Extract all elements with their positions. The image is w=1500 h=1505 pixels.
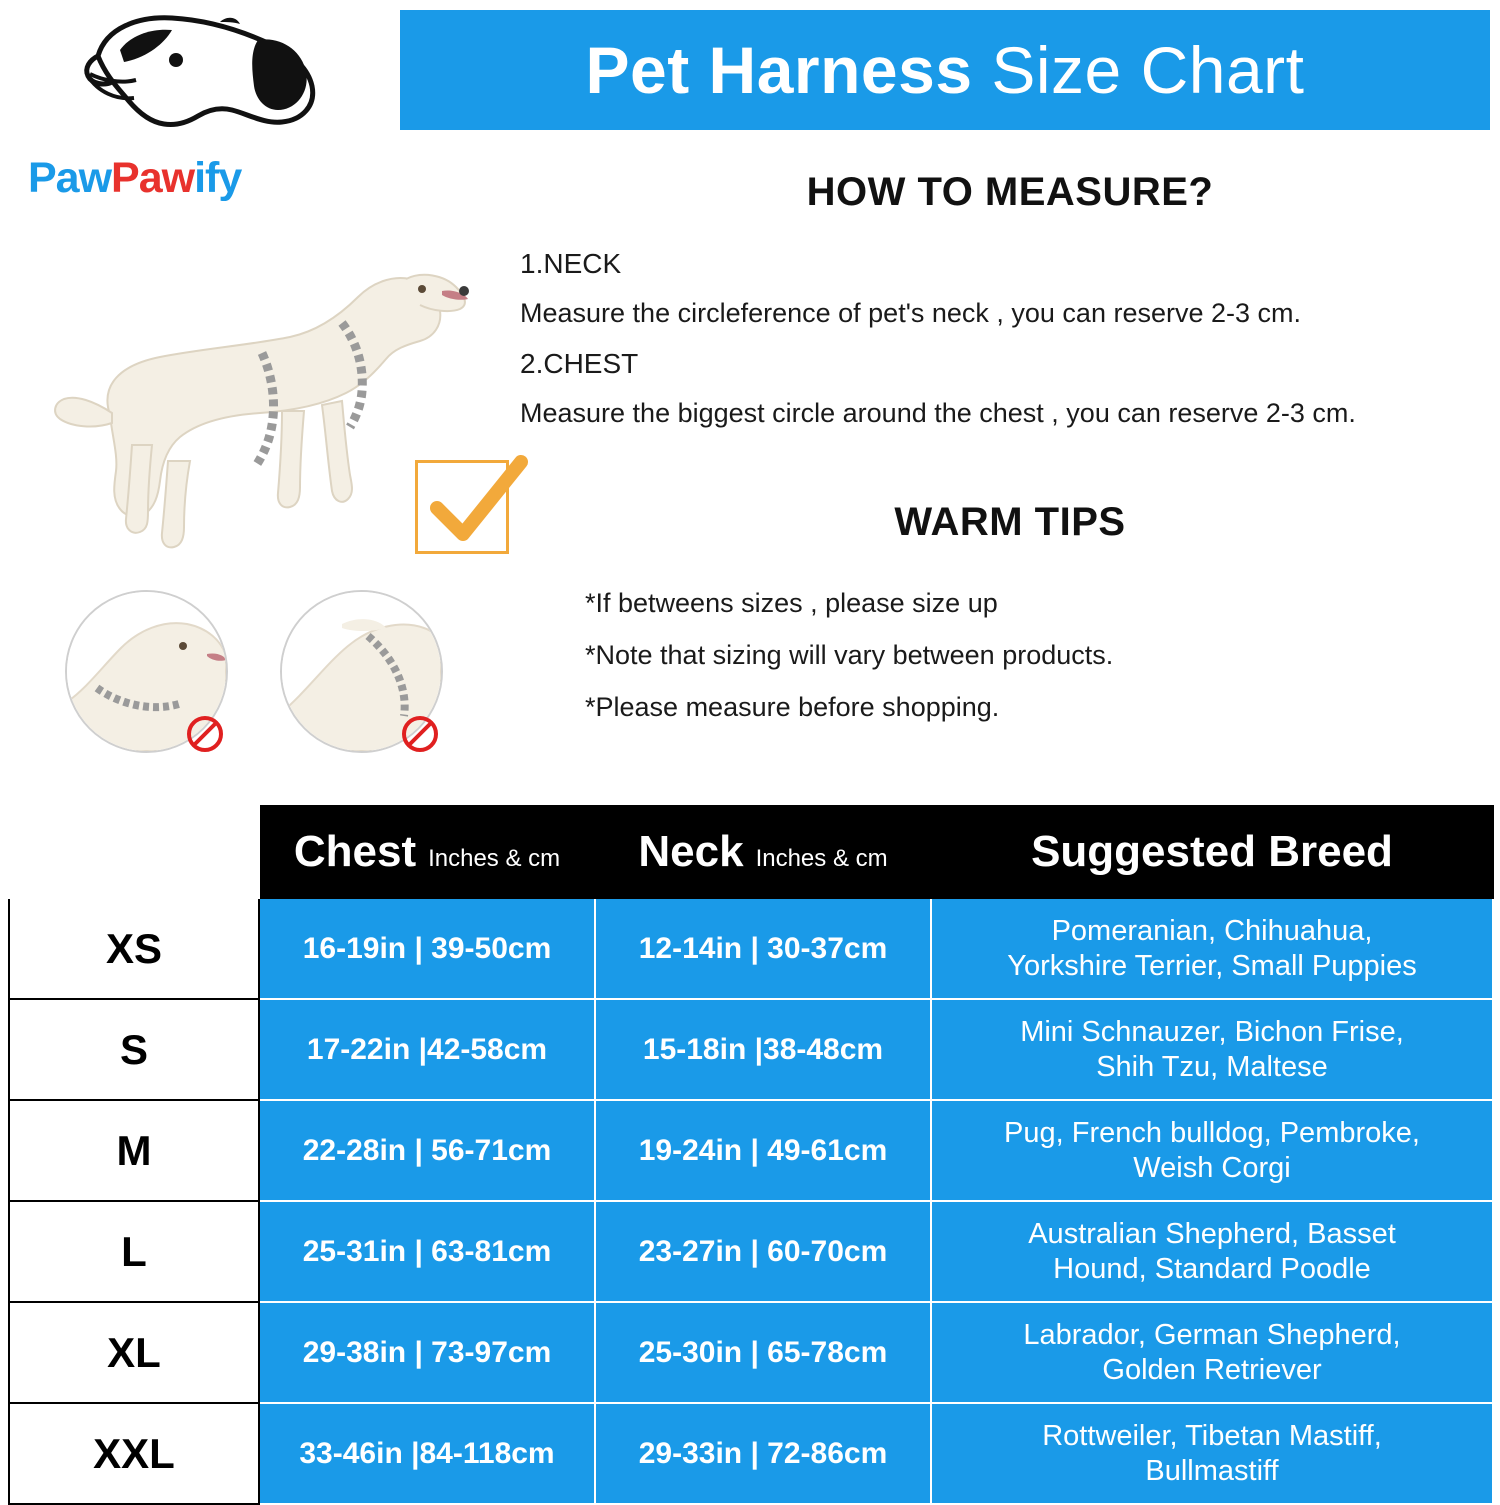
table-row	[9, 1302, 1493, 1403]
row-breed-line1: Mini Schnauzer, Bichon Frise,	[1020, 1016, 1404, 1049]
header-banner	[400, 10, 1490, 130]
header-neck-label: Neck	[638, 827, 744, 876]
header-chest-label: Chest	[293, 827, 417, 876]
header-breed-label: Suggested Breed	[1031, 827, 1393, 876]
row-chest: 33-46in |84-118cm	[259, 1403, 595, 1504]
table-row	[9, 999, 1493, 1100]
row-neck: 15-18in |38-48cm	[595, 999, 931, 1100]
row-neck: 23-27in | 60-70cm	[595, 1201, 931, 1302]
row-breed	[931, 1403, 1493, 1504]
row-size: L	[9, 1201, 259, 1302]
wrong-example-2	[280, 590, 445, 755]
brand-name-part1: Paw	[28, 154, 112, 202]
row-neck: 29-33in | 72-86cm	[595, 1403, 931, 1504]
page-title-light: Size Chart	[991, 33, 1305, 107]
row-breed	[931, 1201, 1493, 1302]
row-size: S	[9, 999, 259, 1100]
table-header-row	[9, 806, 1493, 898]
row-breed-line1: Pug, French bulldog, Pembroke,	[1004, 1117, 1420, 1150]
header-chest-unit: Inches & cm	[428, 845, 561, 872]
row-breed-line2: Golden Retriever	[1102, 1353, 1322, 1386]
size-table-wrapper	[8, 805, 1492, 1493]
measure-illustrations	[40, 235, 560, 775]
wrong-example-1	[65, 590, 230, 755]
header-neck	[595, 806, 931, 898]
row-chest: 29-38in | 73-97cm	[259, 1302, 595, 1403]
measure-step-1-desc: Measure the circleference of pet's neck , you can reserve 2-3 cm.	[520, 298, 1302, 328]
row-neck: 12-14in | 30-37cm	[595, 898, 931, 999]
how-to-measure-title: HOW TO MEASURE?	[806, 170, 1214, 214]
table-header	[9, 806, 1493, 898]
row-size: M	[9, 1100, 259, 1201]
page-title-bold: Pet Harness	[585, 33, 973, 107]
row-breed-line1: Labrador, German Shepherd,	[1023, 1319, 1401, 1352]
row-chest: 25-31in | 63-81cm	[259, 1201, 595, 1302]
row-breed	[931, 999, 1493, 1100]
header-breed	[931, 806, 1493, 898]
row-size: XS	[9, 898, 259, 999]
row-breed-line2: Weish Corgi	[1133, 1151, 1291, 1184]
warm-tip-3: *Please measure before shopping.	[585, 692, 1000, 722]
row-breed	[931, 1100, 1493, 1201]
row-breed-line2: Yorkshire Terrier, Small Puppies	[1007, 949, 1417, 982]
prohibited-icon	[401, 715, 439, 753]
warm-tip-2: *Note that sizing will vary between products.	[585, 640, 1114, 670]
table-row	[9, 1403, 1493, 1504]
table-row	[9, 1201, 1493, 1302]
measure-step-1-label: 1.NECK	[520, 248, 622, 279]
header-neck-unit: Inches & cm	[755, 845, 888, 872]
warm-tips-title: WARM TIPS	[894, 500, 1126, 544]
warm-tip-1: *If betweens sizes , please size up	[585, 588, 998, 618]
row-chest: 17-22in |42-58cm	[259, 999, 595, 1100]
row-breed-line1: Australian Shepherd, Basset	[1028, 1218, 1396, 1251]
row-neck: 19-24in | 49-61cm	[595, 1100, 931, 1201]
header-chest	[259, 806, 595, 898]
dog-head-icon	[80, 14, 320, 144]
table-row	[9, 1100, 1493, 1201]
page-title	[586, 32, 1305, 108]
table-row	[9, 898, 1493, 999]
measure-step-2-label: 2.CHEST	[520, 348, 639, 379]
row-breed-line2: Bullmastiff	[1145, 1454, 1279, 1487]
size-chart-table	[8, 805, 1494, 1505]
row-breed-line2: Shih Tzu, Maltese	[1096, 1050, 1328, 1083]
row-breed-line1: Rottweiler, Tibetan Mastiff,	[1042, 1420, 1382, 1453]
row-breed	[931, 898, 1493, 999]
brand-name-part2: Paw	[111, 154, 195, 202]
brand-logo	[20, 14, 350, 224]
table-body	[9, 898, 1493, 1504]
measure-step-2-desc: Measure the biggest circle around the chest , you can reserve 2-3 cm.	[520, 398, 1356, 428]
row-chest: 22-28in | 56-71cm	[259, 1100, 595, 1201]
header-size-empty	[9, 806, 259, 898]
brand-name-part3: ify	[194, 154, 242, 202]
row-chest: 16-19in | 39-50cm	[259, 898, 595, 999]
row-breed-line1: Pomeranian, Chihuahua,	[1051, 915, 1373, 948]
row-breed-line2: Hound, Standard Poodle	[1053, 1252, 1371, 1285]
prohibited-icon	[186, 715, 224, 753]
row-breed	[931, 1302, 1493, 1403]
check-mark-icon	[423, 450, 533, 560]
row-size: XXL	[9, 1403, 259, 1504]
row-neck: 25-30in | 65-78cm	[595, 1302, 931, 1403]
row-size: XL	[9, 1302, 259, 1403]
brand-name	[28, 154, 241, 203]
